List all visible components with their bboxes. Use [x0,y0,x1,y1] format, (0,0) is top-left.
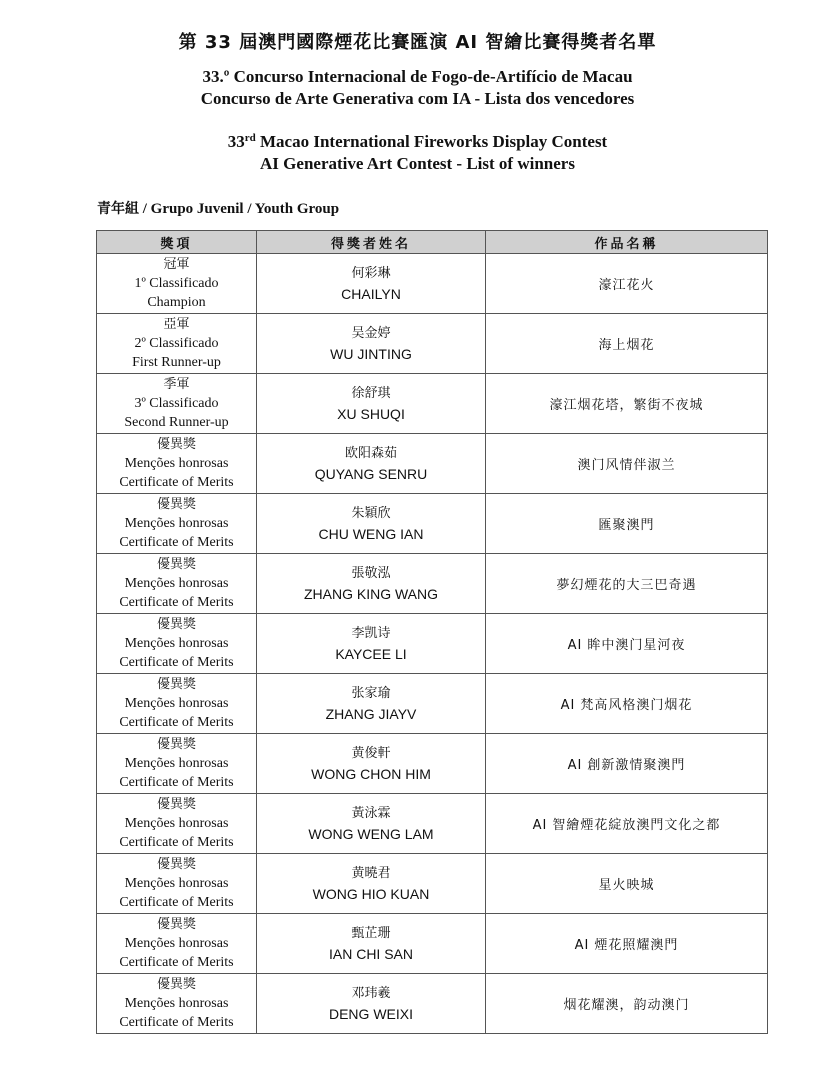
award-en: Second Runner-up [124,415,229,430]
award-cell [97,974,257,1034]
award-cell [97,674,257,734]
winner-name-cell [257,674,486,734]
award-pt: Menções honrosas [124,456,229,471]
group-rest: / Grupo Juvenil / Youth Group [139,201,340,217]
table-header-row [97,231,768,254]
winner-name-zh: 張敬泓 [351,565,391,581]
award-zh: 優異獎 [156,557,196,572]
winner-name-cell [257,734,486,794]
winner-name-zh: 黄曉君 [351,865,391,881]
table-row [97,554,768,614]
award-en: Certificate of Merits [119,475,234,490]
award-en: Certificate of Merits [119,535,234,550]
winner-name-en: CHAILYN [341,285,401,302]
winner-name-cell [257,914,486,974]
winner-name-zh: 李凯诗 [351,625,391,641]
winner-name-cell [257,614,486,674]
award-cell [97,434,257,494]
table-row [97,494,768,554]
award-en: Certificate of Merits [119,595,234,610]
winner-name-en: ZHANG JIAYV [325,705,417,722]
award-en: First Runner-up [132,355,221,370]
award-pt: 3º Classificado [134,396,219,411]
award-pt: Menções honrosas [124,576,229,591]
header-work-title: 作品名稱 [486,231,768,254]
award-zh: 冠軍 [163,257,190,272]
title-english [0,131,835,175]
winners-table [96,230,768,1034]
award-cell [97,854,257,914]
table-row [97,734,768,794]
work-title-cell: 夢幻煙花的大三巴奇遇 [486,554,768,614]
table-row [97,914,768,974]
title-en-line1-rest: Macao International Fireworks Display Contest [255,132,608,151]
table-row [97,854,768,914]
winner-name-zh: 邓玮羲 [351,985,391,1001]
winner-name-zh: 欧阳森茹 [344,445,397,461]
award-zh: 優異獎 [156,917,196,932]
award-cell [97,614,257,674]
work-title-cell: AI 智繪煙花綻放澳門文化之都 [486,794,768,854]
winner-name-zh: 黄俊軒 [351,745,391,761]
work-title-cell: 濠江烟花塔，繁街不夜城 [486,374,768,434]
title-pt-line1: 33.º Concurso Internacional de Fogo-de-Artifício de Macau [202,67,633,86]
award-cell [97,254,257,314]
group-zh: 青年組 [97,201,139,217]
title-en-line1 [0,131,835,153]
award-en: Certificate of Merits [119,835,234,850]
winner-name-en: XU SHUQI [337,405,405,422]
title-en-ordinal: rd [244,132,256,144]
winner-name-en: IAN CHI SAN [328,945,413,962]
award-pt: Menções honrosas [124,936,229,951]
table-row [97,434,768,494]
table-row [97,674,768,734]
award-pt: Menções honrosas [124,996,229,1011]
award-pt: Menções honrosas [124,636,229,651]
award-en: Certificate of Merits [119,655,234,670]
award-zh: 優異獎 [156,857,196,872]
winner-name-cell [257,434,486,494]
table-row [97,794,768,854]
group-heading [97,198,339,218]
title-chinese: 第 33 屆澳門國際煙花比賽匯演 AI 智繪比賽得獎者名單 [178,32,657,53]
winner-name-cell [257,314,486,374]
award-cell [97,734,257,794]
winner-name-zh: 何彩琳 [351,265,391,281]
winner-name-cell [257,494,486,554]
winner-name-en: QUYANG SENRU [314,465,428,482]
winner-name-zh: 黃泳霖 [351,805,391,821]
header-winner-name: 得獎者姓名 [257,231,486,254]
title-pt-line2: Concurso de Arte Generativa com IA - Lista dos vencedores [200,89,635,108]
work-title-cell: 匯聚澳門 [486,494,768,554]
winner-name-en: ZHANG KING WANG [303,585,439,602]
winner-name-cell [257,974,486,1034]
award-en: Champion [147,295,206,310]
work-title-cell: 星火映城 [486,854,768,914]
award-cell [97,314,257,374]
table-row [97,254,768,314]
work-title-cell: AI 創新激情聚澳門 [486,734,768,794]
winner-name-cell [257,854,486,914]
winner-name-cell [257,554,486,614]
award-zh: 優異獎 [156,497,196,512]
header-award: 獎項 [97,231,257,254]
award-zh: 優異獎 [156,437,196,452]
award-cell [97,794,257,854]
award-zh: 亞軍 [163,317,190,332]
award-cell [97,554,257,614]
award-pt: 2º Classificado [134,336,219,351]
winner-name-en: KAYCEE LI [335,645,407,662]
award-en: Certificate of Merits [119,895,234,910]
title-portuguese [0,66,835,110]
work-title-cell: AI 眸中澳门星河夜 [486,614,768,674]
award-zh: 優異獎 [156,737,196,752]
winner-name-zh: 朱穎欣 [351,505,391,521]
award-cell [97,914,257,974]
award-pt: Menções honrosas [124,816,229,831]
winner-name-en: WU JINTING [330,345,412,362]
award-zh: 季軍 [163,377,190,392]
award-zh: 優異獎 [156,677,196,692]
award-pt: 1º Classificado [134,276,219,291]
work-title-cell: AI 煙花照耀澳門 [486,914,768,974]
title-en-number: 33 [227,132,245,151]
award-zh: 優異獎 [156,977,196,992]
winner-name-cell [257,374,486,434]
title-en-line2: AI Generative Art Contest - List of winners [260,154,575,173]
winner-name-en: WONG CHON HIM [311,765,431,782]
table-row [97,374,768,434]
table-row [97,614,768,674]
winner-name-zh: 吴金婷 [351,325,391,341]
work-title-cell: 海上烟花 [486,314,768,374]
winner-name-en: DENG WEIXI [328,1005,413,1022]
winner-name-zh: 徐舒琪 [351,385,391,401]
award-en: Certificate of Merits [119,775,234,790]
award-en: Certificate of Merits [119,955,234,970]
winner-name-en: WONG HIO KUAN [312,885,430,902]
winner-name-zh: 张家瑜 [351,685,391,701]
award-pt: Menções honrosas [124,756,229,771]
winner-name-cell [257,254,486,314]
work-title-cell: AI 梵高风格澳门烟花 [486,674,768,734]
award-zh: 優異獎 [156,797,196,812]
award-cell [97,494,257,554]
award-pt: Menções honrosas [124,876,229,891]
award-zh: 優異獎 [156,617,196,632]
award-en: Certificate of Merits [119,1015,234,1030]
winner-name-cell [257,794,486,854]
work-title-cell: 烟花耀澳，韵动澳门 [486,974,768,1034]
winner-name-zh: 甄芷珊 [351,925,391,941]
work-title-cell: 濠江花火 [486,254,768,314]
award-en: Certificate of Merits [119,715,234,730]
table-row [97,314,768,374]
work-title-cell: 澳门风情伴淑兰 [486,434,768,494]
award-pt: Menções honrosas [124,696,229,711]
winner-name-en: WONG WENG LAM [308,825,434,842]
award-pt: Menções honrosas [124,516,229,531]
winner-name-en: CHU WENG IAN [318,525,424,542]
award-cell [97,374,257,434]
table-row [97,974,768,1034]
